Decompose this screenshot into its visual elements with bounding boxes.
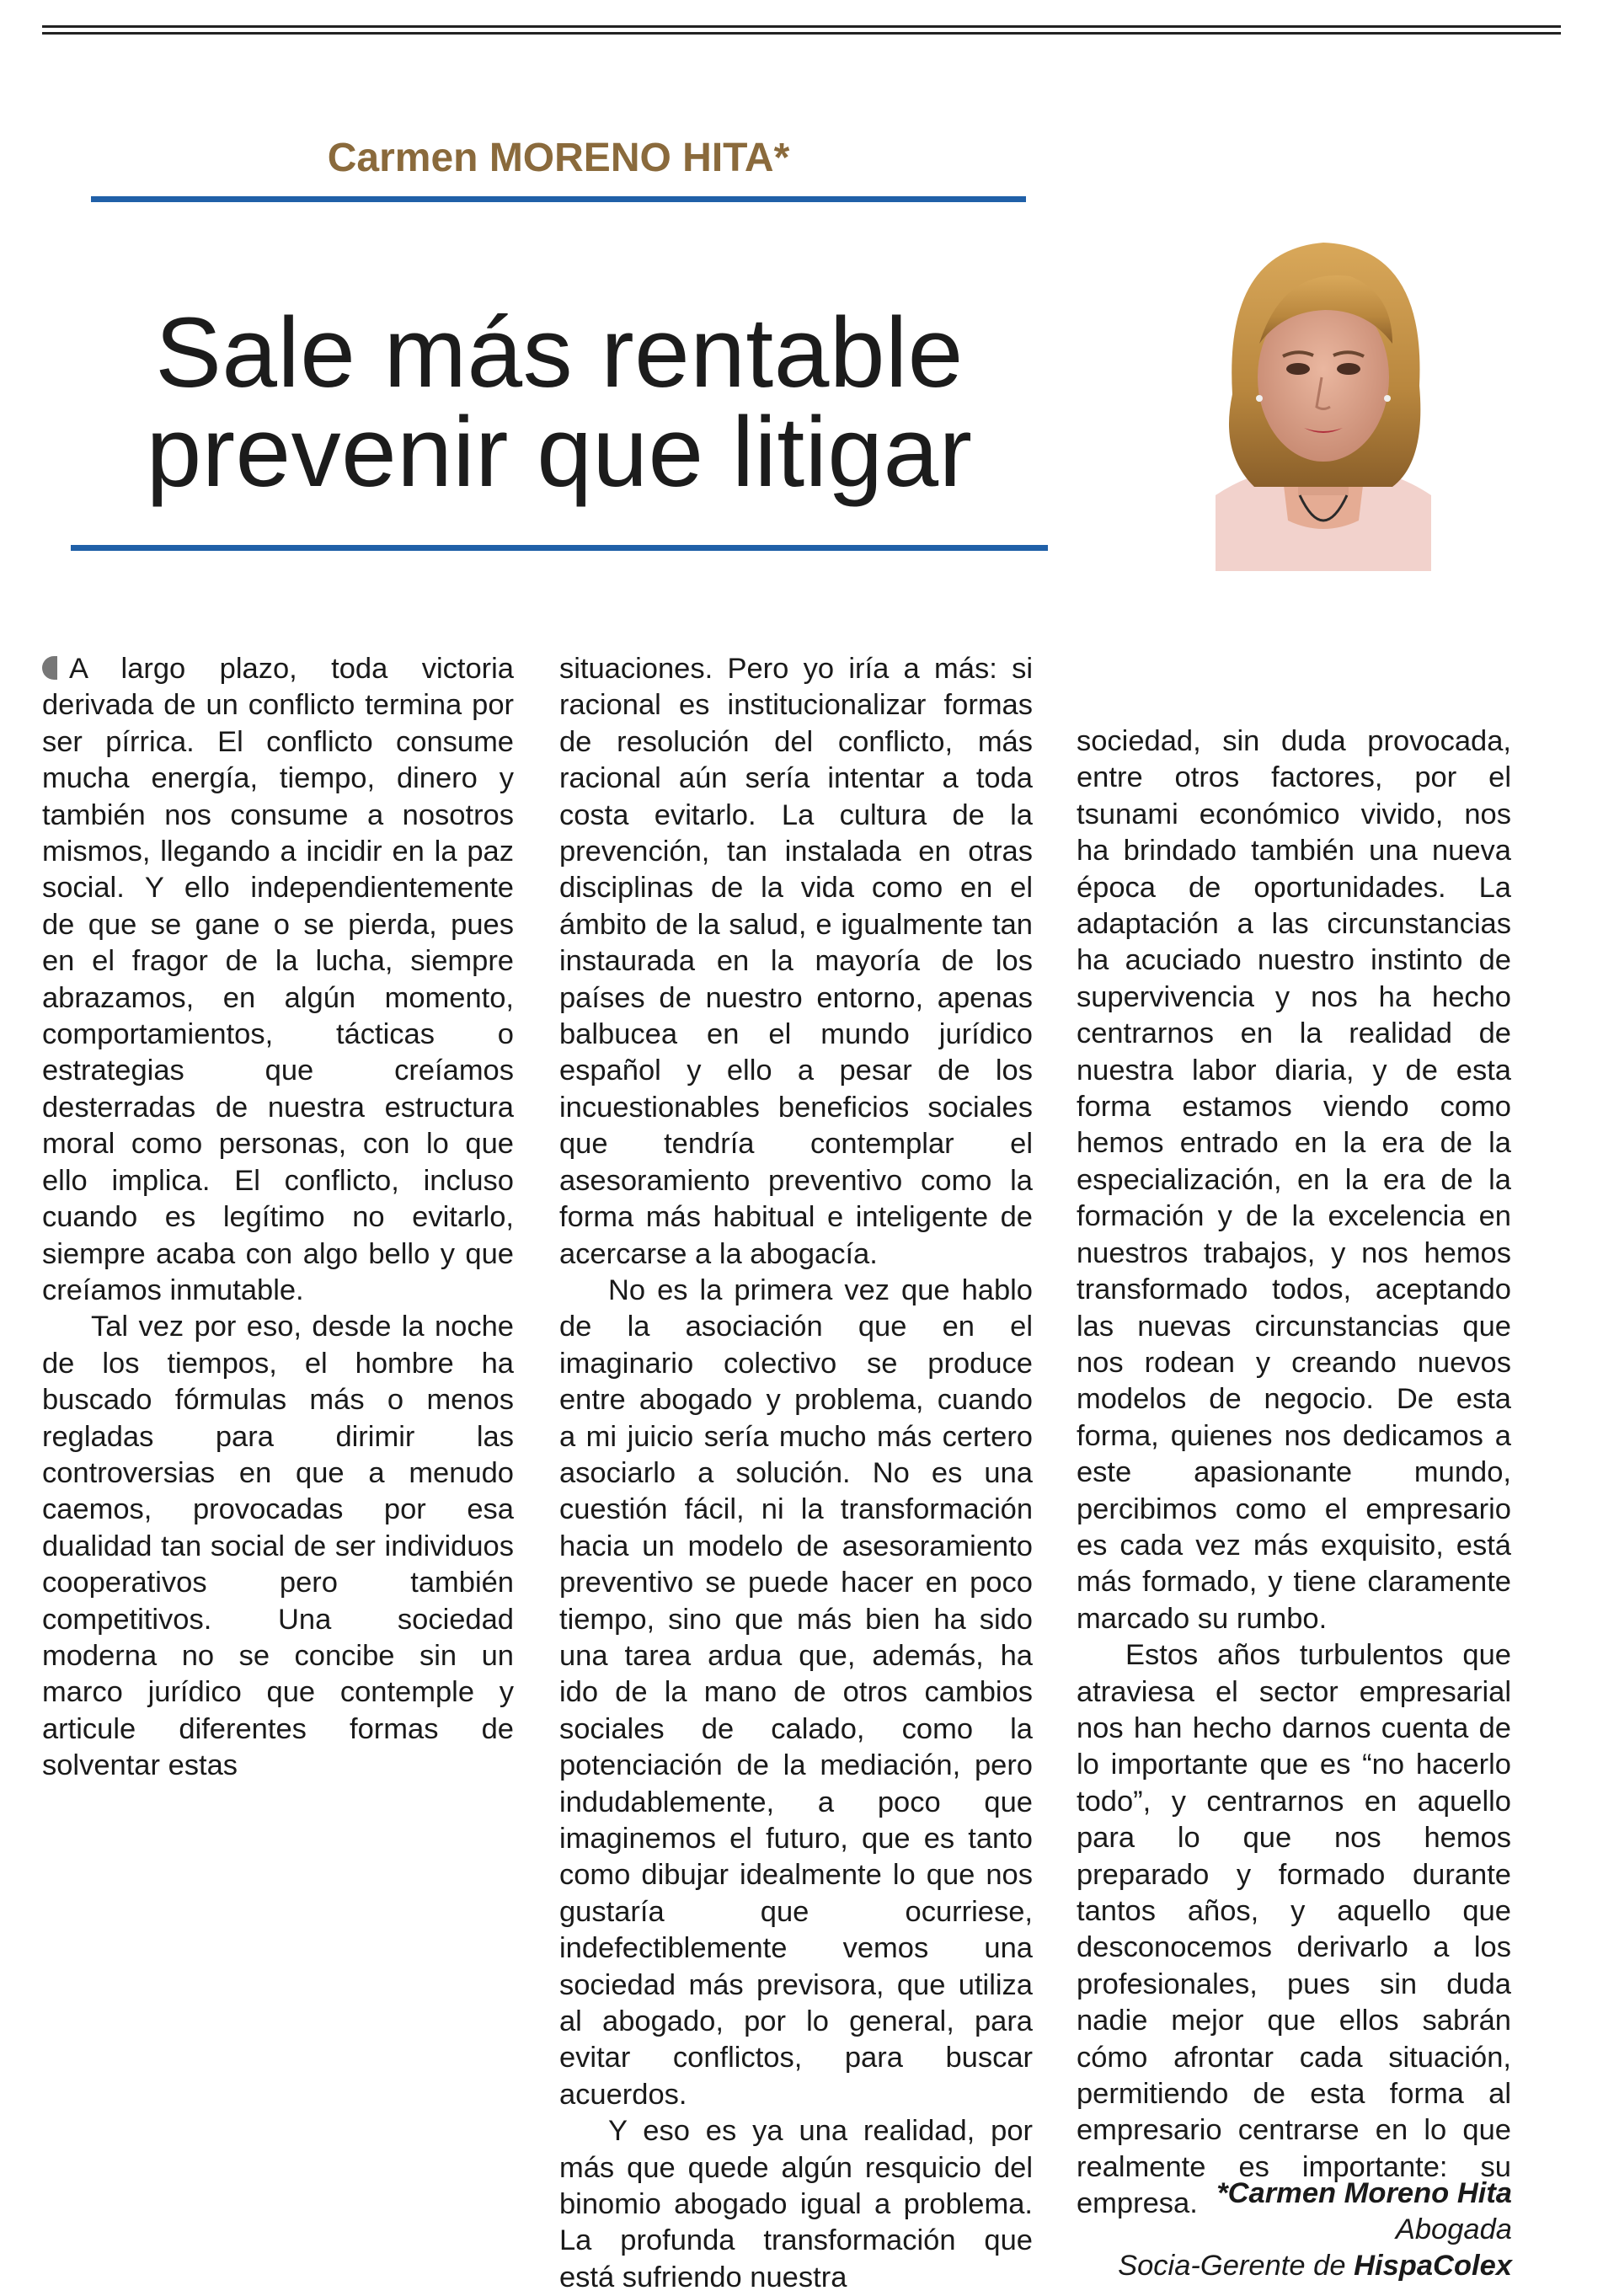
article-column-1 — [42, 651, 514, 1785]
signature-name: *Carmen Moreno Hita — [1216, 2177, 1512, 2209]
author-signature — [1011, 2176, 1512, 2284]
signature-role: Abogada — [1395, 2213, 1512, 2245]
paragraph: Estos años turbulentos que atraviesa el sector empresarial nos han hecho darnos cuenta de lo importante que es “no hacerlo todo”, y centrarnos en aquello para lo que nos hemos preparado y formado durante tantos años, y aquello que desconocemos derivarlo a los profesionales, pues sin duda nadie mejor que ellos sabrán cómo afrontar cada situación, permitiendo de esta forma al empresario centrarse en lo que realmente es importante: su empresa. — [1077, 1639, 1511, 2220]
paragraph-text: A largo plazo, toda victoria derivada de un conflicto termina por ser pírrica. El conflicto consume mucha energía, tiempo, dinero y también nos consume a nosotros mismos, llegando a incidir en la paz social. Y ello independientemente de que se gane o se pierda, pues en el fragor de la lucha, siempre abrazamos, en algún momento, comportamientos, tácticas o estrategias que creíamos desterradas de nuestra estructura moral como personas, con lo que ello implica. El conflicto, incluso cuando es legítimo no evitarlo, siempre acaba con algo bello y que creíamos inmutable. — [42, 653, 514, 1306]
headline — [71, 297, 1048, 508]
article-column-3 — [1077, 724, 1511, 2223]
byline-rule — [91, 196, 1026, 202]
paragraph: No es la primera vez que hablo de la asociación que en el imaginario colectivo se produce entre abogado y problema, cuando a mi juicio sería mucho más certero asociarlo a solución. No es una cuestión fácil, ni la transformación hacia un modelo de asesoramiento preventivo se puede hacer en poco tiempo, sino que más bien ha sido una tarea ardua que, además, ha ido de la mano de otros cambios sociales de calado, como la potenciación de la mediación, pero indudablemente, a poco que imaginemos el futuro, que es tanto como dibujar idealmente lo que nos gustaría que ocurriese, indefectiblemente vemos una sociedad más previsora, que utiliza al abogado, por lo general, para evitar conflictos, para buscar acuerdos. — [559, 1273, 1033, 2111]
paragraph: Y eso es ya una realidad, por más que quede algún resquicio del binomio abogado igual a problema. La profunda transformación que está sufriendo nuestra — [559, 2115, 1033, 2293]
signature-company: HispaColex — [1354, 2250, 1512, 2282]
paragraph: situaciones. Pero yo iría a más: si racional es institucionalizar formas de resolución del conflicto, más racional aún sería intentar a toda costa evitarlo. La cultura de la prevención, tan instalada en otras disciplinas de la vida como en el ámbito de la salud, e igualmente tan instaurada en la mayoría de los países de nuestro entorno, apenas balbucea en el mundo jurídico español y ello a pesar de los incuestionables beneficios sociales que tendría contemplar el asesoramiento preventivo como la forma más habitual e inteligente de acercarse a la abogacía. — [559, 653, 1033, 1270]
headline-line-2: prevenir que litigar — [146, 397, 973, 508]
paragraph: Tal vez por eso, desde la noche de los tiempos, el hombre ha buscado fórmulas más o menos regladas para dirimir las controversias en que a menudo caemos, provocadas por esa dualidad tan social de ser individuos cooperativos pero también competitivos. Una sociedad moderna no se concibe sin un marco jurídico que contemple y articule diferentes formas de solventar estas — [42, 1311, 514, 1782]
headline-line-1: Sale más rentable — [155, 297, 964, 408]
paragraph — [42, 651, 514, 1309]
author-first-name: Carmen — [327, 136, 478, 180]
top-double-rule — [42, 25, 1561, 39]
signature-position-prefix: Socia-Gerente de — [1118, 2250, 1355, 2282]
author-portrait — [1182, 217, 1465, 571]
author-surname: MORENO HITA* — [489, 136, 790, 180]
author-byline — [91, 135, 1026, 181]
headline-rule — [71, 545, 1048, 551]
paragraph: sociedad, sin duda provocada, entre otros factores, por el tsunami económico vivido, nos ha brindado también una nueva época de oportunidades. La adaptación a las circunstancias ha acuciado nuestro instinto de supervivencia y nos ha hecho centrarnos en la realidad de nuestra labor diaria, y de esta forma estamos viendo como hemos entrado en la era de la especialización, en la era de la formación y de la excelencia en nuestros trabajos, y nos hemos transformado todos, aceptando las nuevas circunstancias que nos rodean y creando nuevos modelos de negocio. De esta forma, quienes nos dedicamos a este apasionante mundo, percibimos como el empresario es cada vez más exquisito, está más formado, y tiene claramente marcado su rumbo. — [1077, 725, 1511, 1635]
paragraph-start-marker-icon — [42, 656, 57, 680]
article-column-2 — [559, 651, 1033, 2296]
